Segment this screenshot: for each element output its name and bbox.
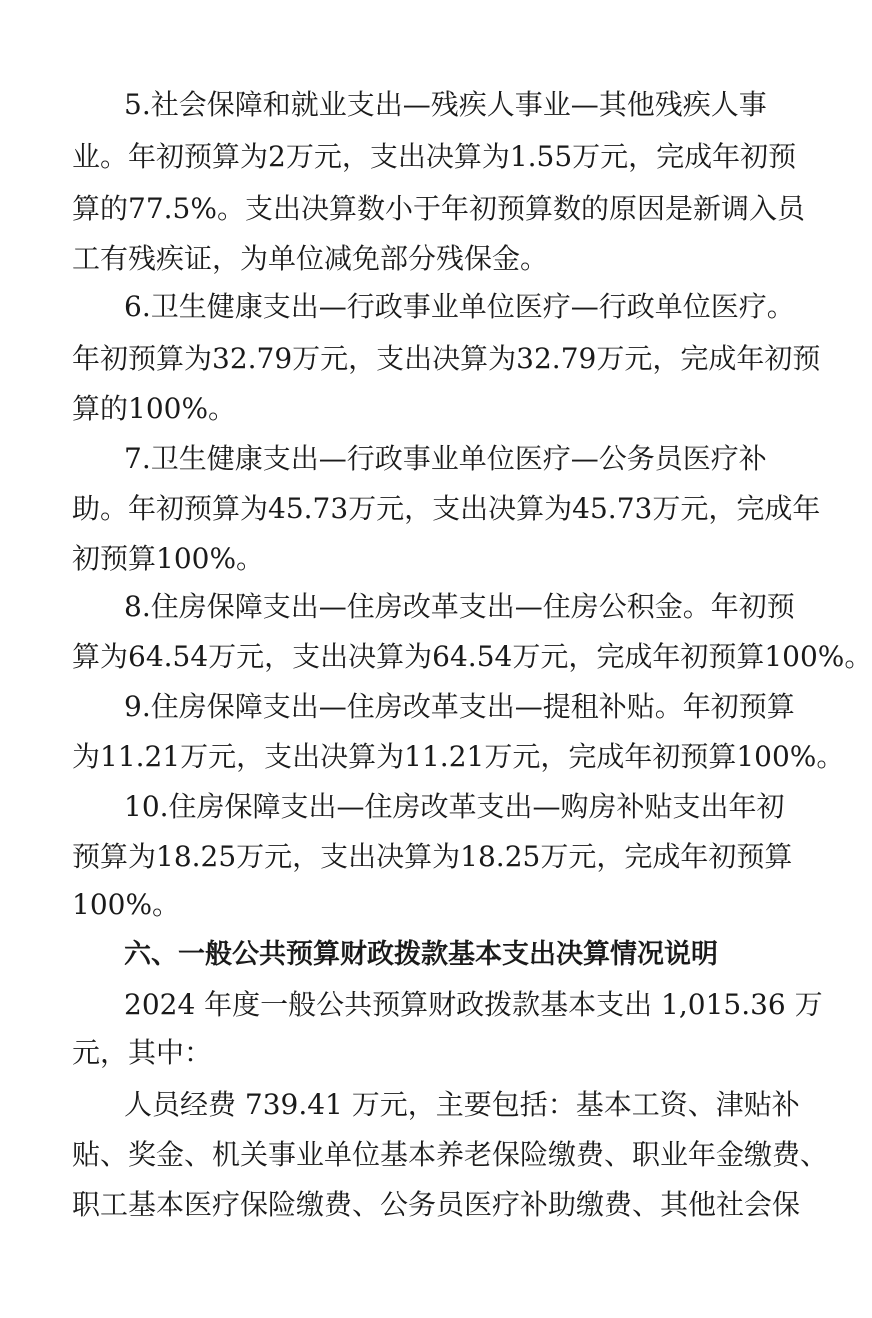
item-7-line-1: 7.卫生健康支出—行政事业单位医疗—公务员医疗补 bbox=[124, 442, 767, 475]
item-9-line-1: 9.住房保障支出—住房改革支出—提租补贴。年初预算 bbox=[124, 690, 795, 723]
item-7-line-3: 初预算100%。 bbox=[72, 542, 265, 575]
item-10-line-3: 100%。 bbox=[72, 888, 181, 921]
item-8-line-1: 8.住房保障支出—住房改革支出—住房公积金。年初预 bbox=[124, 590, 795, 623]
item-6-line-2: 年初预算为32.79万元，支出决算为32.79万元，完成年初预 bbox=[72, 342, 821, 375]
intro-line-2: 元，其中： bbox=[72, 1036, 213, 1069]
personnel-line-2: 贴、奖金、机关事业单位基本养老保险缴费、职业年金缴费、 bbox=[72, 1138, 829, 1171]
personnel-line-3: 职工基本医疗保险缴费、公务员医疗补助缴费、其他社会保 bbox=[72, 1188, 801, 1221]
item-5-line-2: 业。年初预算为2万元，支出决算为1.55万元，完成年初预 bbox=[72, 140, 797, 173]
item-5-line-3: 算的77.5%。支出决算数小于年初预算数的原因是新调入员 bbox=[72, 192, 805, 225]
item-6-line-3: 算的100%。 bbox=[72, 392, 237, 425]
item-5-line-1: 5.社会保障和就业支出—残疾人事业—其他残疾人事 bbox=[124, 88, 767, 121]
item-10-line-2: 预算为18.25万元，支出决算为18.25万元，完成年初预算 bbox=[72, 840, 793, 873]
item-6-line-1: 6.卫生健康支出—行政事业单位医疗—行政单位医疗。 bbox=[124, 290, 795, 323]
item-9-line-2: 为11.21万元，支出决算为11.21万元，完成年初预算100%。 bbox=[72, 740, 845, 773]
item-10-line-1: 10.住房保障支出—住房改革支出—购房补贴支出年初 bbox=[124, 790, 785, 823]
item-5-line-4: 工有残疾证，为单位减免部分残保金。 bbox=[72, 242, 549, 275]
intro-line-1: 2024 年度一般公共预算财政拨款基本支出 1,015.36 万 bbox=[124, 988, 823, 1021]
personnel-line-1: 人员经费 739.41 万元，主要包括：基本工资、津贴补 bbox=[124, 1088, 800, 1121]
item-7-line-2: 助。年初预算为45.73万元，支出决算为45.73万元，完成年 bbox=[72, 492, 821, 525]
section-heading: 六、一般公共预算财政拨款基本支出决算情况说明 bbox=[124, 939, 718, 970]
item-8-line-2: 算为64.54万元，支出决算为64.54万元，完成年初预算100%。 bbox=[72, 640, 872, 673]
